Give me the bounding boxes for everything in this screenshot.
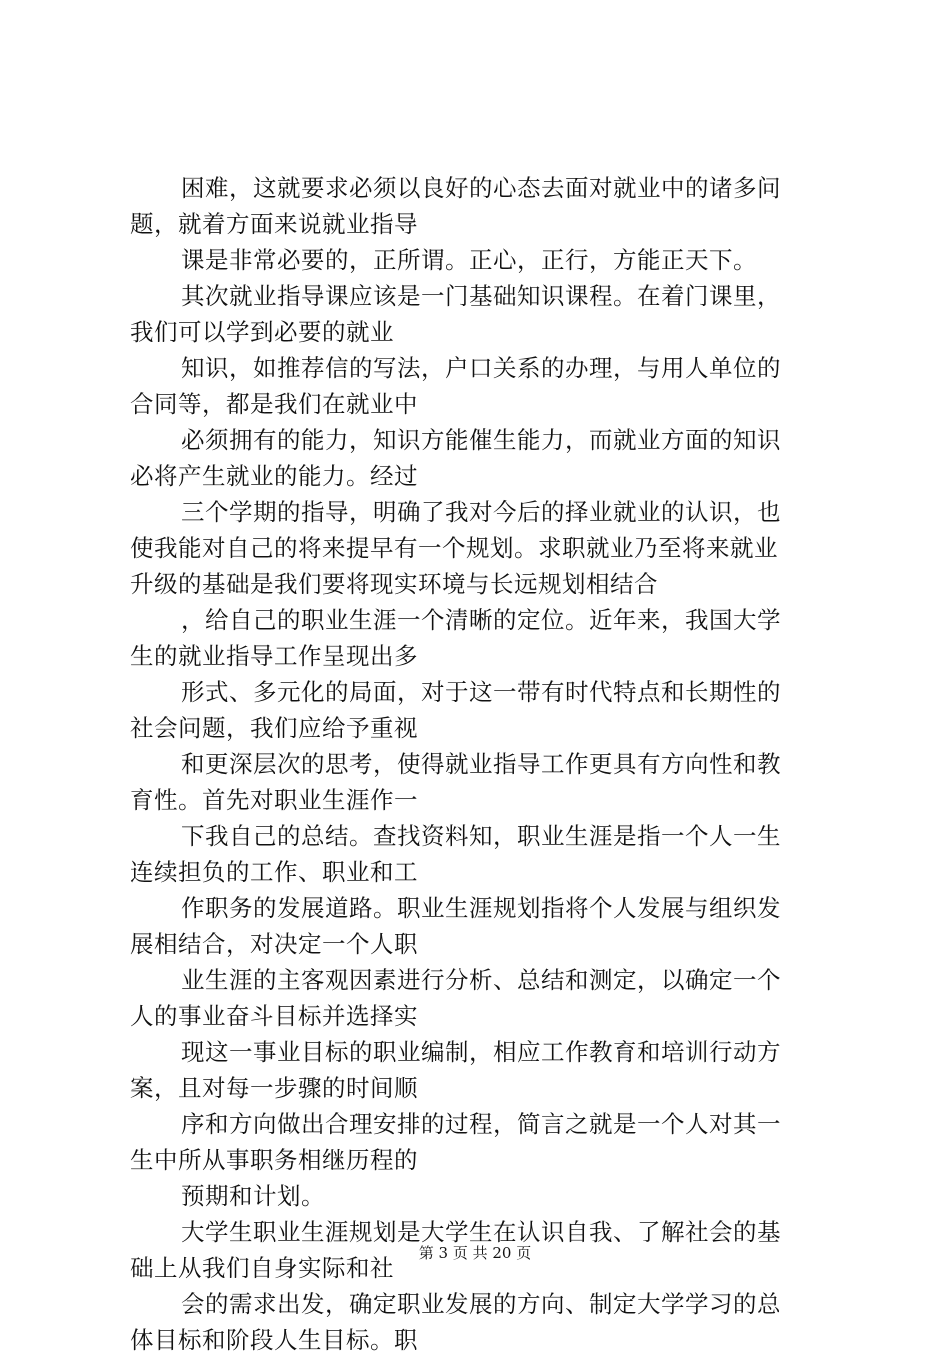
text-line: 会的需求出发，确定职业发展的方向、制定大学学习的总 [181,1290,781,1318]
text-line: 困难，这就要求必须以良好的心态去面对就业中的诸多问 [181,174,781,202]
text-line: 使我能对自己的将来提早有一个规划。求职就业乃至将来就业 [130,534,778,562]
page-number-footer: 第 3 页 共 20 页 [418,1244,532,1262]
text-line: 必将产生就业的能力。经过 [130,462,418,490]
document-body [130,170,835,1358]
text-line: 大学生职业生涯规划是大学生在认识自我、了解社会的基 [181,1218,781,1246]
text-line: 和更深层次的思考，使得就业指导工作更具有方向性和教 [181,750,781,778]
text-line: 业生涯的主客观因素进行分析、总结和测定，以确定一个 [181,966,781,994]
text-line: 现这一事业目标的职业编制，相应工作教育和培训行动方 [181,1038,781,1066]
text-line: 我们可以学到必要的就业 [130,318,394,346]
text-line: 生中所从事职务相继历程的 [130,1146,418,1174]
text-line: 知识，如推荐信的写法，户口关系的办理，与用人单位的 [181,354,781,382]
text-line: 其次就业指导课应该是一门基础知识课程。在着门课里， [181,282,781,310]
text-line: 社会问题，我们应给予重视 [130,714,418,742]
text-line: 升级的基础是我们要将现实环境与长远规划相结合 [130,570,658,598]
text-line: 生的就业指导工作呈现出多 [130,642,418,670]
text-line: 三个学期的指导，明确了我对今后的择业就业的认识，也 [181,498,781,526]
text-line: 础上从我们自身实际和社 [130,1254,394,1282]
text-line: 人的事业奋斗目标并选择实 [130,1002,418,1030]
text-line: 预期和计划。 [181,1182,325,1210]
text-line: 题，就着方面来说就业指导 [130,210,418,238]
text-line: 展相结合，对决定一个人职 [130,930,418,958]
text-line: 序和方向做出合理安排的过程，简言之就是一个人对其一 [181,1110,781,1138]
text-line: ，给自己的职业生涯一个清晰的定位。近年来，我国大学 [181,606,781,634]
text-line: 体目标和阶段人生目标。职 [130,1326,418,1354]
text-line: 作职务的发展道路。职业生涯规划指将个人发展与组织发 [181,894,781,922]
text-line: 课是非常必要的，正所谓。正心，正行，方能正天下。 [181,246,757,274]
text-line: 育性。首先对职业生涯作一 [130,786,418,814]
text-line: 案，且对每一步骤的时间顺 [130,1074,418,1102]
text-line: 必须拥有的能力，知识方能催生能力，而就业方面的知识 [181,426,781,454]
text-line: 形式、多元化的局面，对于这一带有时代特点和长期性的 [181,678,781,706]
text-line: 合同等，都是我们在就业中 [130,390,418,418]
text-line: 连续担负的工作、职业和工 [130,858,418,886]
text-line: 下我自己的总结。查找资料知，职业生涯是指一个人一生 [181,822,781,850]
